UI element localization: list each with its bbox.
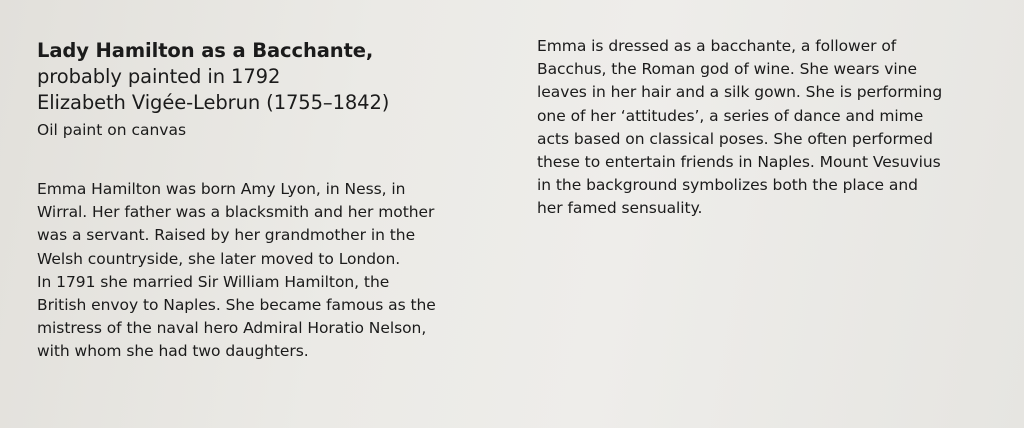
artist-name: Elizabeth Vigée-Lebrun (1755–1842) — [37, 91, 390, 114]
artwork-date: probably painted in 1792 — [37, 65, 281, 88]
artwork-title: Lady Hamilton as a Bacchante, — [37, 39, 374, 62]
label-right-column — [537, 35, 987, 221]
biography-paragraph: Emma Hamilton was born Amy Lyon, in Ness, in Wirral. Her father was a blacksmith and her mother was a servant. Raised by her grandmother in the Welsh countryside, she later moved to London. In 1791 she married Sir William Hamilton, the British envoy to Naples. She became famous as the mistress of the naval hero Admiral Horatio Nelson, with whom she had two daughters. — [37, 180, 436, 361]
label-left-column — [37, 38, 507, 364]
description-paragraph: Emma is dressed as a bacchante, a follower of Bacchus, the Roman god of wine. She wears vine leaves in her hair and a silk gown. She is performing one of her ‘attitudes’, a series of dance and mime acts based on classical poses. She often performed these to entertain friends in Naples. Mount Vesuvius in the background symbolizes both the place and her famed sensuality. — [537, 37, 943, 218]
artwork-medium: Oil paint on canvas — [37, 121, 187, 139]
